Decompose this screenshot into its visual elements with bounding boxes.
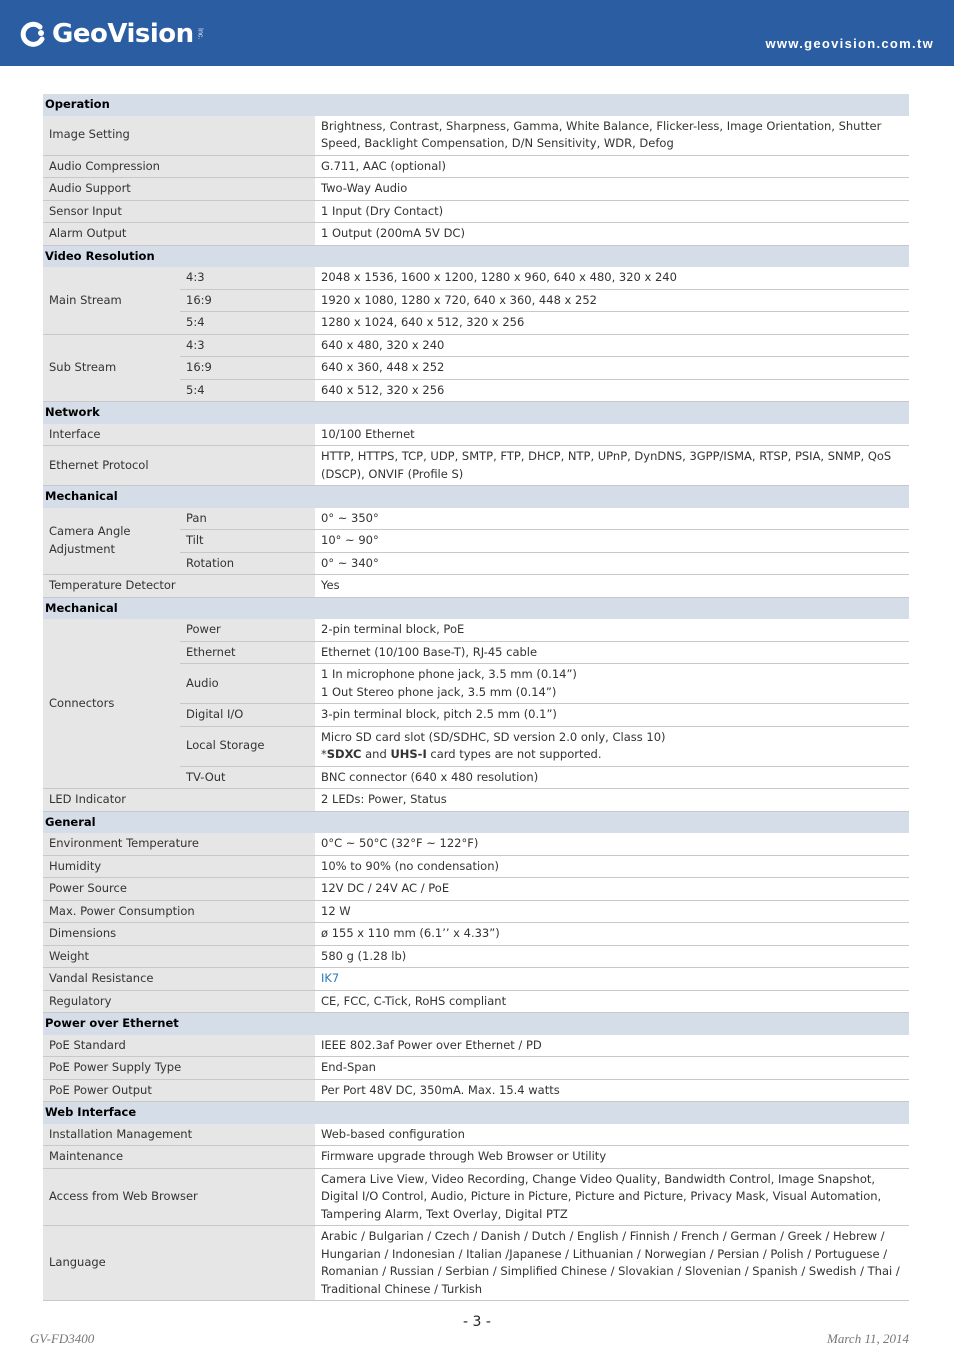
spec-sublabel: Pan [180, 508, 315, 530]
spec-value: 0°C ~ 50°C (32°F ~ 122°F) [315, 833, 909, 855]
note-suffix: card types are not supported. [426, 747, 602, 761]
spec-label: LED Indicator [43, 789, 315, 812]
spec-value: Web-based configuration [315, 1124, 909, 1146]
spec-value: 12 W [315, 900, 909, 923]
spec-value [315, 726, 909, 766]
table-row [43, 990, 909, 1013]
table-row [43, 945, 909, 968]
table-row [43, 968, 909, 991]
spec-value: HTTP, HTTPS, TCP, UDP, SMTP, FTP, DHCP, NTP, UPnP, DynDNS, 3GPP/ISMA, RTSP, PSIA, SNMP, QoS (DSCP), ONVIF (Profile S) [315, 446, 909, 486]
spec-value: IEEE 802.3af Power over Ethernet / PD [315, 1035, 909, 1057]
spec-sublabel: Power [180, 619, 315, 641]
spec-label: Sub Stream [43, 334, 180, 402]
spec-label: Power Source [43, 878, 315, 901]
spec-value: 1920 x 1080, 1280 x 720, 640 x 360, 448 x 252 [315, 289, 909, 312]
table-row [43, 200, 909, 223]
storage-note [321, 746, 903, 764]
table-row [43, 923, 909, 946]
spec-value: CE, FCC, C-Tick, RoHS compliant [315, 990, 909, 1013]
table-row [43, 1146, 909, 1169]
section-title-general: General [43, 811, 909, 833]
spec-value: 2-pin terminal block, PoE [315, 619, 909, 641]
spec-label: Image Setting [43, 116, 315, 156]
section-header [43, 1013, 909, 1035]
spec-sublabel: Ethernet [180, 641, 315, 664]
section-header [43, 1102, 909, 1124]
table-row [43, 1124, 909, 1146]
spec-value [315, 664, 909, 704]
table-row [43, 267, 909, 289]
table-row [43, 878, 909, 901]
spec-sublabel: 16:9 [180, 289, 315, 312]
table-row [43, 424, 909, 446]
section-title-mechanical: Mechanical [43, 597, 909, 619]
header-bar [0, 0, 954, 66]
spec-label: PoE Power Output [43, 1079, 315, 1102]
spec-table [43, 94, 909, 1301]
spec-value: 640 x 480, 320 x 240 [315, 334, 909, 357]
spec-value: 12V DC / 24V AC / PoE [315, 878, 909, 901]
spec-value: 580 g (1.28 lb) [315, 945, 909, 968]
spec-value: 1 Output (200mA 5V DC) [315, 223, 909, 246]
spec-value: Firmware upgrade through Web Browser or Utility [315, 1146, 909, 1169]
spec-value: Brightness, Contrast, Sharpness, Gamma, White Balance, Flicker-less, Image Orientation, Shutter Speed, Backlight Compensation, D/N Sensitivity, WDR, Defog [315, 116, 909, 156]
table-row [43, 155, 909, 178]
section-title-mechanical: Mechanical [43, 486, 909, 508]
spec-value: Camera Live View, Video Recording, Change Video Quality, Bandwidth Control, Image Snapshot, Digital I/O Control, Audio, Picture in Picture, Picture and Picture, Privacy Mask, Visual Automation, Tampering Alarm, Text Overlay, Digital PTZ [315, 1168, 909, 1226]
table-row [43, 1079, 909, 1102]
section-header [43, 245, 909, 267]
table-row [43, 855, 909, 878]
table-row [43, 1035, 909, 1057]
spec-sublabel: 4:3 [180, 267, 315, 289]
spec-label: Vandal Resistance [43, 968, 315, 991]
section-header [43, 402, 909, 424]
page-number: - 3 - [463, 1314, 491, 1330]
spec-value: Per Port 48V DC, 350mA. Max. 15.4 watts [315, 1079, 909, 1102]
table-row [43, 900, 909, 923]
spec-label: Connectors [43, 619, 180, 789]
spec-value: 1280 x 1024, 640 x 512, 320 x 256 [315, 312, 909, 335]
section-title-operation: Operation [43, 94, 909, 116]
table-row [43, 619, 909, 641]
spec-value: 0° ~ 340° [315, 552, 909, 575]
section-header [43, 597, 909, 619]
section-title-poe: Power over Ethernet [43, 1013, 909, 1035]
spec-label: Installation Management [43, 1124, 315, 1146]
spec-value-line: 1 In microphone phone jack, 3.5 mm (0.14”) [321, 667, 577, 681]
spec-label: Max. Power Consumption [43, 900, 315, 923]
spec-sublabel: Local Storage [180, 726, 315, 766]
spec-label: Humidity [43, 855, 315, 878]
spec-label: Audio Compression [43, 155, 315, 178]
spec-value: Ethernet (10/100 Base-T), RJ-45 cable [315, 641, 909, 664]
spec-value: Arabic / Bulgarian / Czech / Danish / Dutch / English / Finnish / French / German / Greek / Hebrew / Hungarian / Indonesian / Italian /Japanese / Lithuanian / Norwegian / Persian / Polish / Portuguese / Romanian / Russian / Serbian / Simplified Chinese / Slovakian / Slovenian / Spanish / Swedish / Thai / Traditional Chinese / Turkish [315, 1226, 909, 1301]
table-row [43, 446, 909, 486]
spec-value: 2048 x 1536, 1600 x 1200, 1280 x 960, 640 x 480, 320 x 240 [315, 267, 909, 289]
note-prefix: * [321, 747, 327, 761]
spec-value: 10/100 Ethernet [315, 424, 909, 446]
spec-value: 640 x 512, 320 x 256 [315, 379, 909, 402]
spec-sublabel: 4:3 [180, 334, 315, 357]
note-uhs: UHS-I [390, 747, 427, 761]
footer-date: March 11, 2014 [827, 1331, 909, 1346]
spec-label: Main Stream [43, 267, 180, 334]
spec-label: Environment Temperature [43, 833, 315, 855]
spec-value: BNC connector (640 x 480 resolution) [315, 766, 909, 789]
section-title-video-resolution: Video Resolution [43, 245, 909, 267]
brand-inc: Inc. [196, 28, 204, 40]
note-and: and [361, 747, 391, 761]
spec-value: Yes [315, 575, 909, 598]
section-title-network: Network [43, 402, 909, 424]
spec-label: PoE Power Supply Type [43, 1057, 315, 1080]
spec-sublabel: Audio [180, 664, 315, 704]
spec-sublabel: Tilt [180, 530, 315, 553]
spec-sublabel: 16:9 [180, 357, 315, 380]
spec-value: G.711, AAC (optional) [315, 155, 909, 178]
section-header [43, 811, 909, 833]
spec-sublabel: Rotation [180, 552, 315, 575]
spec-sublabel: 5:4 [180, 379, 315, 402]
spec-value: 10% to 90% (no condensation) [315, 855, 909, 878]
geovision-logo-icon [18, 19, 48, 49]
ik7-link[interactable]: IK7 [315, 968, 909, 991]
section-header [43, 94, 909, 116]
table-row [43, 508, 909, 530]
table-row [43, 575, 909, 598]
table-row [43, 334, 909, 357]
spec-value: ø 155 x 110 mm (6.1’’ x 4.33”) [315, 923, 909, 946]
spec-value: End-Span [315, 1057, 909, 1080]
spec-label: Camera Angle Adjustment [43, 508, 180, 575]
footer-model: GV-FD3400 [30, 1331, 95, 1346]
spec-label: Access from Web Browser [43, 1168, 315, 1226]
spec-label: Sensor Input [43, 200, 315, 223]
table-row [43, 833, 909, 855]
spec-sublabel: 5:4 [180, 312, 315, 335]
table-row [43, 1168, 909, 1226]
table-row [43, 223, 909, 246]
spec-label: Dimensions [43, 923, 315, 946]
spec-value-line: Micro SD card slot (SD/SDHC, SD version 2.0 only, Class 10) [321, 729, 666, 744]
spec-label: Regulatory [43, 990, 315, 1013]
spec-sublabel: Digital I/O [180, 704, 315, 727]
spec-value: 10° ~ 90° [315, 530, 909, 553]
spec-label: Interface [43, 424, 315, 446]
table-row [43, 1226, 909, 1301]
website-url: www.geovision.com.tw [765, 36, 934, 51]
spec-value: Two-Way Audio [315, 178, 909, 201]
brand-logo [18, 14, 204, 54]
spec-label: Language [43, 1226, 315, 1301]
spec-value: 3-pin terminal block, pitch 2.5 mm (0.1”) [315, 704, 909, 727]
spec-value: 1 Input (Dry Contact) [315, 200, 909, 223]
spec-label: Ethernet Protocol [43, 446, 315, 486]
spec-label: Alarm Output [43, 223, 315, 246]
spec-label: Temperature Detector [43, 575, 315, 598]
spec-value: 0° ~ 350° [315, 508, 909, 530]
table-row [43, 178, 909, 201]
spec-label: Audio Support [43, 178, 315, 201]
spec-label: PoE Standard [43, 1035, 315, 1057]
table-row [43, 1057, 909, 1080]
spec-value-line: 1 Out Stereo phone jack, 3.5 mm (0.14”) [321, 684, 557, 699]
spec-value: 2 LEDs: Power, Status [315, 789, 909, 812]
spec-value: 640 x 360, 448 x 252 [315, 357, 909, 380]
brand-name: GeoVision [52, 19, 194, 49]
spec-sublabel: TV-Out [180, 766, 315, 789]
spec-label: Maintenance [43, 1146, 315, 1169]
section-title-web-interface: Web Interface [43, 1102, 909, 1124]
spec-label: Weight [43, 945, 315, 968]
table-row [43, 789, 909, 812]
section-header [43, 486, 909, 508]
table-row [43, 116, 909, 156]
note-sdxc: SDXC [326, 747, 362, 761]
